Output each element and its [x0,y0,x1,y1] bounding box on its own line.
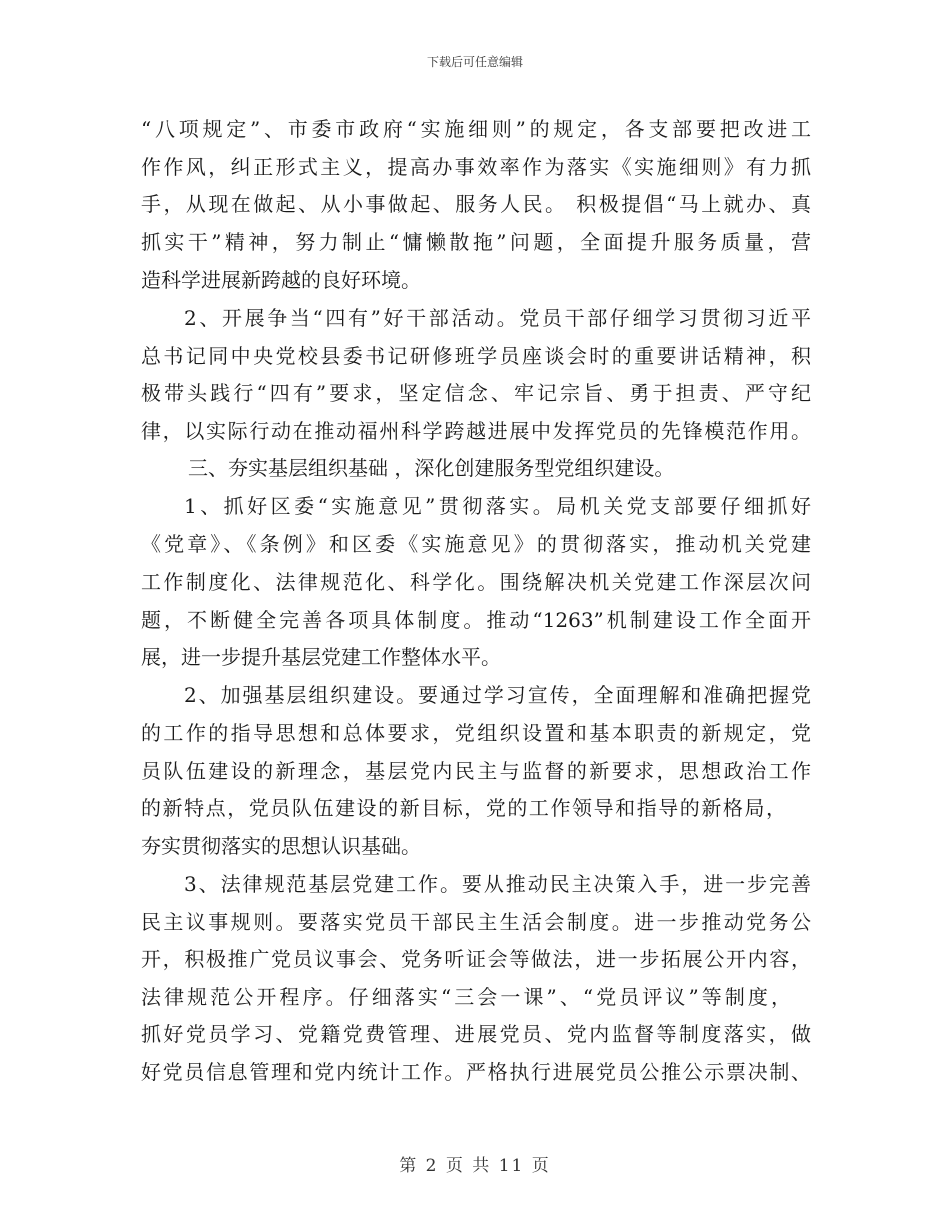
text-line: 律，以实际行动在推动福州科学跨越进展中发挥党员的先锋模范作用。 [141,419,811,443]
text-line: 作作风，纠正形式主义，提高办事效率作为落实《实施细则》有力抓 [141,155,811,179]
text-line: 《党章》、《条例》和区委《实施意见》的贯彻落实，推动机关党建 [141,532,811,556]
text-line: 总书记同中央党校县委书记研修班学员座谈会时的重要讲话精神，积 [141,344,811,368]
text-line: 2、开展争当“四有”好干部活动。党员干部仔细学习贯彻习近平 [184,306,811,330]
text-line: 极带头践行“四有”要求，坚定信念、牢记宗旨、勇于担责、严守纪 [141,381,811,405]
page-footer: 第 2 页 共 11 页 [399,1156,551,1176]
text-line: 造科学进展新跨越的良好环境。 [141,268,421,292]
text-line: 工作制度化、法律规范化、科学化。围绕解决机关党建工作深层次问 [141,570,811,594]
text-line: 的工作的指导思想和总体要求，党组织设置和基本职责的新规定，党 [141,721,811,745]
text-line: 的新特点，党员队伍建设的新目标，党的工作领导和指导的新格局， [141,796,786,820]
text-line: 1、抓好区委“实施意见”贯彻落实。局机关党支部要仔细抓好 [184,494,811,518]
section-heading: 三、夯实基层组织基础 ，深化创建服务型党组织建设。 [188,456,675,480]
text-line: 3、法律规范基层党建工作。要从推动民主决策入手，进一步完善 [184,872,811,896]
text-line: 题，不断健全完善各项具体制度。推动“1263”机制建设工作全面开 [141,608,811,632]
text-line: 抓实干”精神，努力制止“慵懒散拖”问题，全面提升服务质量，营 [141,230,811,254]
text-line: 开，积极推广党员议事会、党务听证会等做法，进一步拓展公开内容， [141,947,811,971]
text-line: 法律规范公开程序。仔细落实“三会一课”、“党员评议”等制度， [141,985,791,1009]
text-line: 手，从现在做起、从小事做起、服务人民。 积极提倡“马上就办、真 [141,192,811,216]
text-line: 2、加强基层组织建设。要通过学习宣传，全面理解和准确把握党 [184,683,811,707]
page-header: 下载后可任意编辑 [426,55,523,69]
text-line: 民主议事规则。要落实党员干部民主生活会制度。进一步推动党务公 [141,910,811,934]
text-line: 好党员信息管理和党内统计工作。严格执行进展党员公推公示票决制、 [141,1060,811,1084]
text-line: 抓好党员学习、党籍党费管理、进展党员、党内监督等制度落实，做 [141,1022,811,1046]
text-line: 员队伍建设的新理念，基层党内民主与监督的新要求，思想政治工作 [141,759,811,783]
text-line: 展，进一步提升基层党建工作整体水平。 [141,645,501,669]
text-line: “八项规定”、市委市政府“实施细则”的规定，各支部要把改进工 [141,117,811,141]
text-line: 夯实贯彻落实的思想认识基础。 [141,834,421,858]
